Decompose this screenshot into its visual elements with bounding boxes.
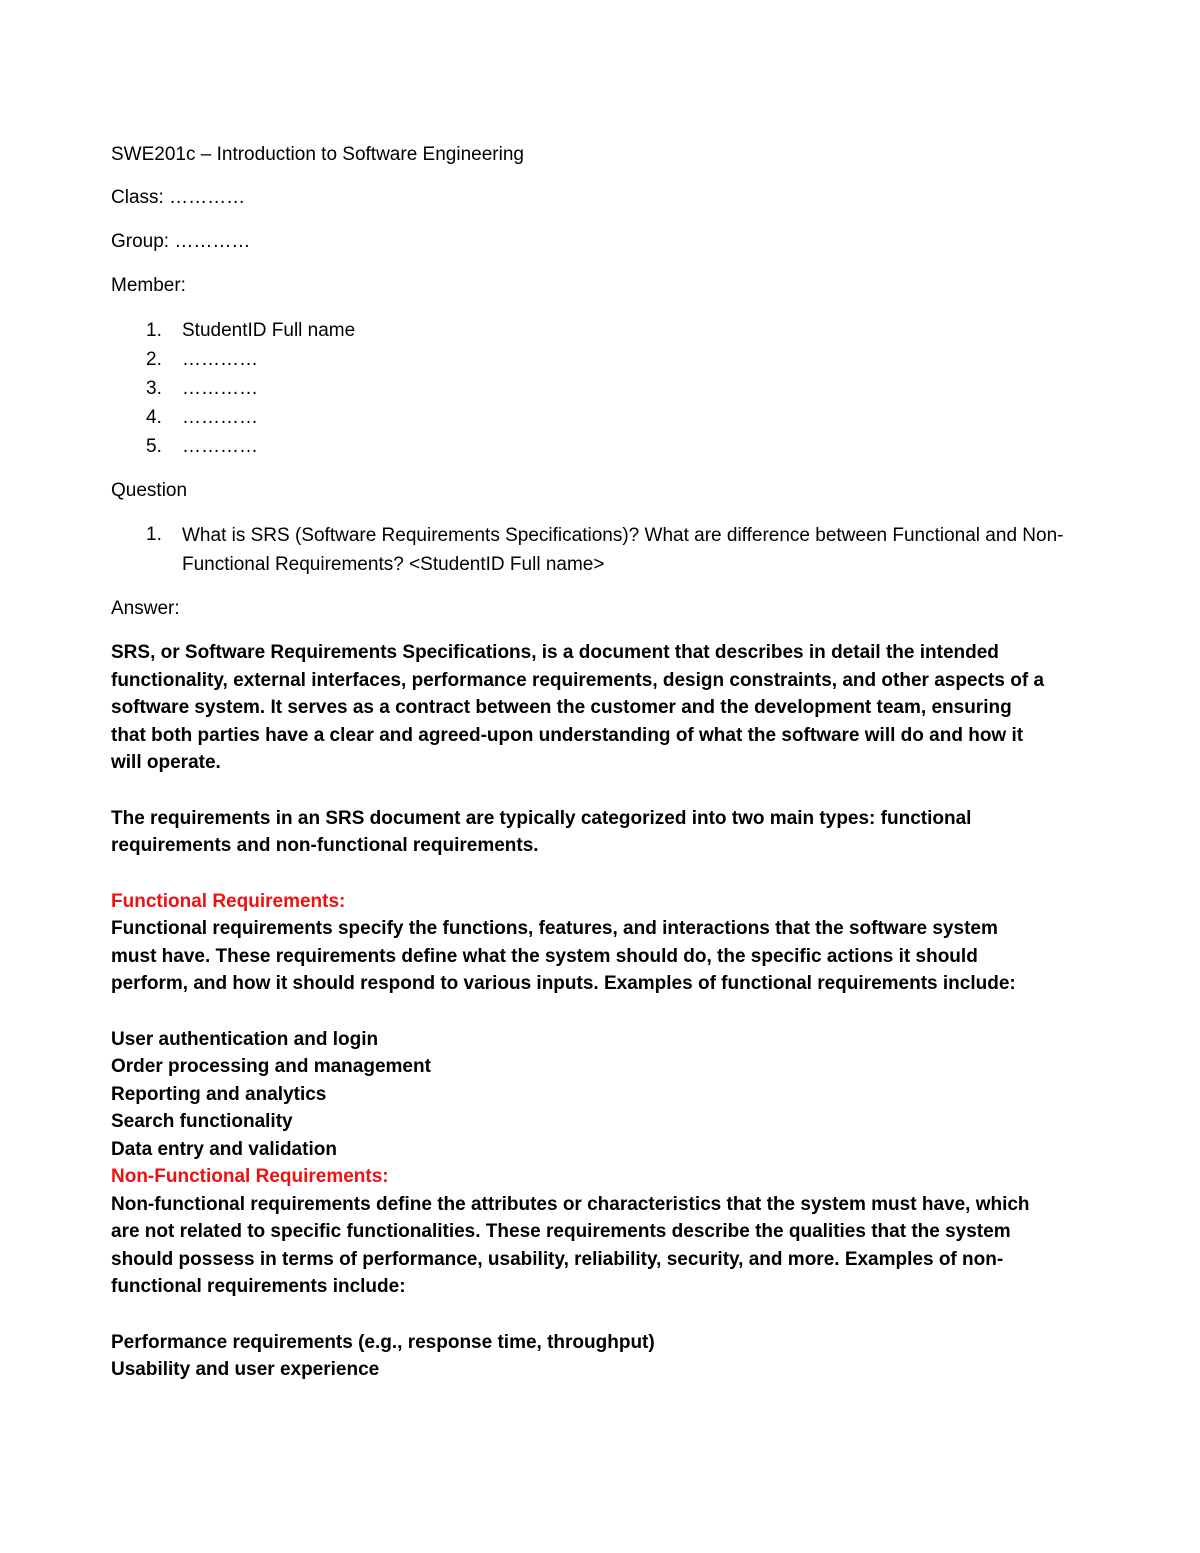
- member-text: StudentID Full name: [182, 320, 356, 341]
- answer-line: should possess in terms of performance, usability, reliability, security, and more. Examples of non-: [111, 1248, 1004, 1270]
- nonfunctional-paragraph: [111, 1191, 1101, 1301]
- member-list: [111, 316, 1101, 461]
- example-item: Reporting and analytics: [111, 1083, 327, 1105]
- answer-line: functionality, external interfaces, performance requirements, design constraints, and other aspects of a: [111, 669, 1045, 691]
- list-number: 2.: [146, 349, 162, 370]
- example-item: Search functionality: [111, 1111, 293, 1132]
- list-number: 4.: [146, 407, 162, 428]
- list-number: 5.: [146, 436, 162, 457]
- member-text: …………: [182, 407, 258, 428]
- document-body: [111, 141, 1101, 1384]
- answer-line: The requirements in an SRS document are typically categorized into two main types: functional: [111, 807, 972, 829]
- member-text: …………: [182, 378, 258, 399]
- member-text: …………: [182, 436, 258, 457]
- question-line-2: Functional Requirements? <StudentID Full name>: [182, 554, 605, 575]
- example-item: Usability and user experience: [111, 1359, 380, 1380]
- class-line: Class: …………: [111, 187, 246, 208]
- functional-heading: Functional Requirements:: [111, 890, 346, 912]
- nonfunctional-heading: Non-Functional Requirements:: [111, 1166, 389, 1187]
- answer-line: software system. It serves as a contract between the customer and the development team, ensuring: [111, 697, 1012, 718]
- question-line-1: What is SRS (Software Requirements Specifications)? What are difference between Functional and Non-: [182, 525, 1064, 546]
- question-item: [111, 521, 1101, 579]
- nonfunctional-examples: [111, 1329, 1101, 1384]
- answer-paragraph-1: [111, 639, 1101, 777]
- answer-line: functional requirements include:: [111, 1276, 406, 1297]
- answer-label: Answer:: [111, 598, 180, 619]
- answer-line: Functional requirements specify the functions, features, and interactions that the software system: [111, 918, 998, 939]
- member-item: [111, 345, 1101, 374]
- group-line: Group: …………: [111, 231, 251, 252]
- question-text: [182, 521, 1101, 579]
- example-item: Data entry and validation: [111, 1138, 337, 1160]
- answer-line: requirements and non-functional requirements.: [111, 835, 539, 856]
- answer-line: must have. These requirements define what the system should do, the specific actions it should: [111, 945, 978, 967]
- question-label: Question: [111, 480, 188, 501]
- answer-line: SRS, or Software Requirements Specifications, is a document that describes in detail the intended: [111, 642, 999, 663]
- example-item: Performance requirements (e.g., response time, throughput): [111, 1331, 655, 1353]
- question-number: 1.: [146, 524, 162, 545]
- answer-line: perform, and how it should respond to various inputs. Examples of functional requirements include:: [111, 973, 1016, 994]
- member-text: …………: [182, 349, 258, 370]
- course-title: SWE201c – Introduction to Software Engineering: [111, 144, 524, 165]
- list-number: 3.: [146, 378, 162, 399]
- member-item: [111, 316, 1101, 345]
- answer-body: [111, 639, 1101, 1384]
- example-item: Order processing and management: [111, 1056, 431, 1077]
- functional-examples: [111, 1026, 1101, 1164]
- answer-line: will operate.: [111, 752, 221, 773]
- member-item: [111, 374, 1101, 403]
- member-item: [111, 432, 1101, 461]
- list-number: 1.: [146, 320, 162, 341]
- member-label: Member:: [111, 275, 186, 296]
- answer-line: that both parties have a clear and agreed-upon understanding of what the software will do and how it: [111, 724, 1024, 746]
- functional-paragraph: [111, 915, 1101, 998]
- member-item: [111, 403, 1101, 432]
- answer-paragraph-2: [111, 805, 1101, 860]
- answer-line: Non-functional requirements define the attributes or characteristics that the system must have, which: [111, 1193, 1030, 1215]
- answer-line: are not related to specific functionalities. These requirements describe the qualities that the system: [111, 1221, 1011, 1242]
- example-item: User authentication and login: [111, 1028, 379, 1050]
